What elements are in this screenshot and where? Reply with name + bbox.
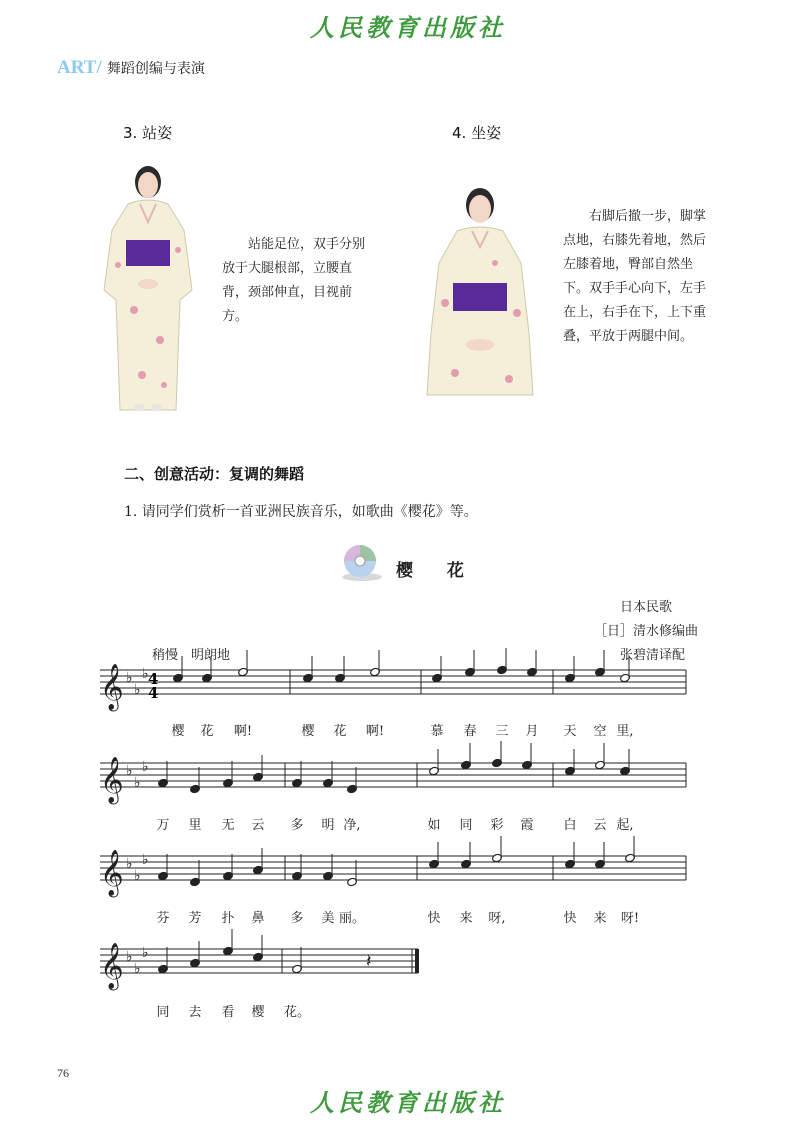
lyric-syllable: 慕 — [430, 724, 444, 739]
flat-sign: ♭ — [142, 666, 149, 682]
treble-clef-icon: 𝄞 — [100, 757, 124, 803]
lyric-syllable: 丽。 — [338, 911, 365, 926]
lyric-syllable: 空 — [593, 724, 607, 739]
publisher-logo-bottom: 人民教育出版社 — [310, 1088, 506, 1117]
flat-sign: ♭ — [126, 856, 133, 872]
final-barline-thick — [415, 949, 419, 973]
pose-standing-title: 3. 站姿 — [123, 124, 173, 142]
lyric-syllable: 霞 — [520, 818, 534, 833]
lyric-syllable: 樱 — [251, 1005, 265, 1020]
instruction-text: 1. 请同学们赏析一首亚洲民族音乐，如歌曲《樱花》等。 — [124, 504, 478, 520]
pose-standing-text: 站能足位，双手分别放于大腿根部，立腰直背，颈部伸直，目视前方。 — [222, 237, 366, 324]
flat-sign: ♭ — [134, 682, 141, 698]
lyric-syllable: 啊! — [233, 724, 253, 739]
lyric-syllable: 去 — [188, 1005, 202, 1020]
lyric-syllable: 扑 — [221, 911, 235, 926]
flat-sign: ♭ — [126, 763, 133, 779]
flat-sign: ♭ — [142, 759, 149, 775]
publisher-logo-top: 人民教育出版社 — [310, 13, 506, 42]
lyric-syllable: 三 — [495, 724, 509, 739]
tempo-marking: 稍慢 明朗地 — [152, 648, 231, 663]
credit-translator: 张碧清译配 — [620, 648, 686, 663]
lyric-syllable: 花 — [333, 724, 347, 739]
lyric-syllable: 快 — [563, 911, 577, 926]
flat-sign: ♭ — [142, 852, 149, 868]
lyric-syllable: 芬 — [156, 911, 170, 926]
section-heading: 二、创意活动：复调的舞蹈 — [124, 465, 305, 483]
lyric-syllable: 白 — [563, 818, 577, 833]
lyric-syllable: 云 — [593, 818, 607, 833]
lyric-syllable: 樱 — [171, 724, 185, 739]
treble-clef-icon: 𝄞 — [100, 943, 124, 989]
lyric-syllable: 明 — [321, 818, 335, 833]
treble-clef-icon: 𝄞 — [100, 850, 124, 896]
pose-sitting-title: 4. 坐姿 — [452, 124, 502, 142]
lyric-syllable: 里 — [188, 818, 202, 833]
lyric-syllable: 同 — [156, 1005, 170, 1020]
treble-clef-icon: 𝄞 — [100, 664, 124, 710]
lyric-syllable: 云 — [251, 818, 265, 833]
lyric-syllable: 同 — [459, 818, 473, 833]
lyric-syllable: 天 — [563, 724, 577, 739]
flat-sign: ♭ — [142, 945, 149, 961]
lyric-syllable: 花。 — [283, 1005, 310, 1020]
lyric-syllable: 多 — [290, 911, 304, 926]
lyric-syllable: 如 — [427, 818, 441, 833]
song-title: 樱 花 — [396, 561, 478, 581]
lyric-syllable: 来 — [593, 911, 607, 926]
time-signature-bottom: 4 — [148, 684, 159, 702]
flat-sign: ♭ — [126, 949, 133, 965]
quarter-rest-icon: 𝄽 — [366, 951, 372, 972]
flat-sign: ♭ — [134, 775, 141, 791]
flat-sign: ♭ — [134, 961, 141, 977]
lyric-syllable: 鼻 — [251, 911, 265, 926]
pose-sitting-text: 右脚后撤一步，脚掌点地，右膝先着地，然后左膝着地，臀部自然坐下。双手手心向下，左手在上，右手在下，上下重叠，平放于两腿中间。 — [563, 209, 707, 344]
lyric-syllable: 净, — [343, 818, 361, 833]
lyric-syllable: 花 — [200, 724, 214, 739]
lyric-syllable: 里, — [616, 724, 634, 739]
lyric-syllable: 看 — [221, 1005, 235, 1020]
flat-sign: ♭ — [126, 670, 133, 686]
lyric-syllable: 啊! — [365, 724, 385, 739]
lyric-syllable: 呀, — [488, 911, 506, 926]
page-number: 76 — [57, 1066, 69, 1080]
lyric-syllable: 彩 — [490, 818, 504, 833]
lyric-syllable: 樱 — [301, 724, 315, 739]
lyric-syllable: 起, — [616, 818, 634, 833]
lyric-syllable: 美 — [321, 911, 335, 926]
lyric-syllable: 无 — [221, 818, 235, 833]
flat-sign: ♭ — [134, 868, 141, 884]
credit-arranger: ［日］清水修编曲 — [594, 624, 699, 639]
lyric-syllable: 月 — [525, 724, 539, 739]
header-art-label: ART/ — [57, 57, 102, 78]
header-title: 舞蹈创编与表演 — [106, 61, 205, 77]
time-signature-top: 4 — [148, 670, 159, 688]
lyric-syllable: 芳 — [188, 911, 202, 926]
lyric-syllable: 来 — [459, 911, 473, 926]
lyric-syllable: 快 — [427, 911, 441, 926]
lyric-syllable: 春 — [463, 724, 477, 739]
lyric-syllable: 呀! — [620, 911, 640, 926]
lyric-syllable: 多 — [290, 818, 304, 833]
credit-origin: 日本民歌 — [620, 600, 673, 615]
lyric-syllable: 万 — [156, 818, 170, 833]
